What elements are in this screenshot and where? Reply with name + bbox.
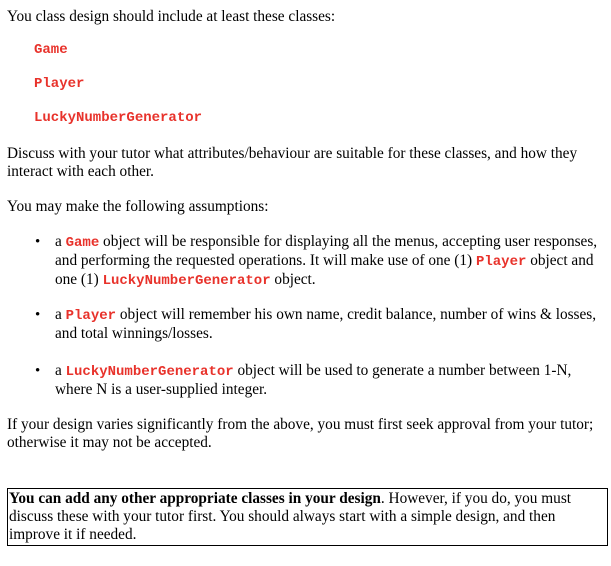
bullet-icon: • [35,234,41,250]
boxed-note [7,488,608,546]
text-fragment: object and one (1) [55,252,594,288]
assumption-text [55,362,600,399]
code-lucky-number-generator: LuckyNumberGenerator [102,273,271,289]
text-fragment: a [55,306,66,323]
class-name-lucky-number-generator: LuckyNumberGenerator [34,110,203,126]
boxed-note-bold: You can add any other appropriate classes in your design [9,490,381,507]
code-player: Player [475,254,527,270]
code-game: Game [65,235,100,251]
code-player: Player [65,308,117,324]
text-fragment: object. [270,271,316,288]
boxed-note-text: . However, if you do, you must discuss these with your tutor first. You should always start with a simple design, and then improve it if needed. [9,490,572,543]
discuss-paragraph: Discuss with your tutor what attributes/behaviour are suitable for these classes, and how they interact with each other. [7,145,578,180]
intro-text: You class design should include at least these classes: [7,8,336,25]
bullet-icon: • [35,307,41,323]
assumptions-intro: You may make the following assumptions: [7,198,269,215]
text-fragment: a [55,233,66,250]
assumption-text [55,306,600,343]
text-fragment: a [55,362,66,379]
text-fragment: object will remember his own name, credit balance, number of wins & losses, and total winnings/losses. [55,306,597,342]
class-name-player: Player [34,76,85,92]
approval-paragraph: If your design varies significantly from the above, you must first seek approval from your tutor; otherwise it may not be accepted. [7,416,594,451]
assumption-text [55,233,600,290]
code-lucky-number-generator: LuckyNumberGenerator [65,364,234,380]
text-fragment: object will be used to generate a number between 1-N, where N is a user-supplied integer. [55,362,572,398]
bullet-icon: • [35,363,41,379]
text-fragment: object will be responsible for displaying all the menus, accepting user responses, and performing the requested operations. It will make use of one (1) [55,233,598,269]
class-name-game: Game [34,42,68,58]
